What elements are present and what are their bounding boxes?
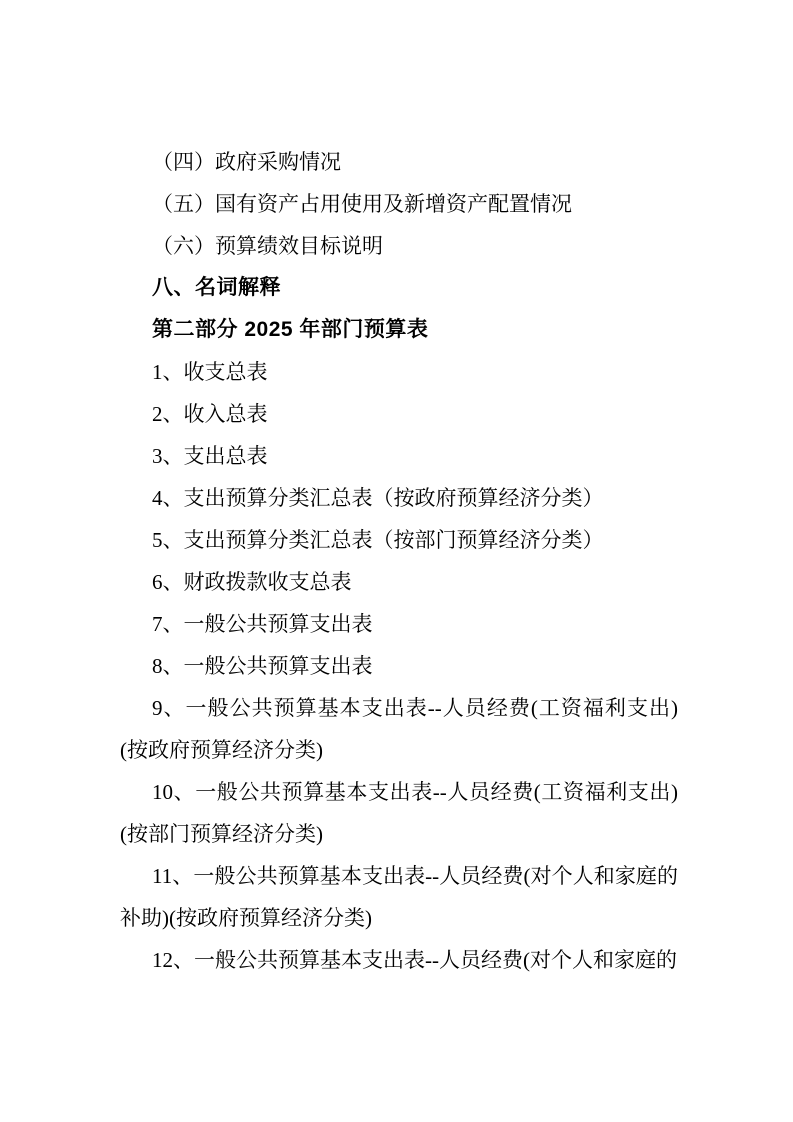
section-heading-glossary: 八、名词解释 <box>152 276 281 299</box>
toc-table-item-3: 3、支出总表 <box>152 444 268 468</box>
toc-table-item-10: 10、一般公共预算基本支出表--人员经费(工资福利支出)(按部门预算经济分类) <box>120 780 678 846</box>
toc-table-item-11: 11、一般公共预算基本支出表--人员经费(对个人和家庭的补助)(按政府预算经济分类) <box>120 864 678 930</box>
toc-intro-item-5: （五）国有资产占用使用及新增资产配置情况 <box>152 192 572 216</box>
toc-table-item-9: 9、一般公共预算基本支出表--人员经费(工资福利支出)(按政府预算经济分类) <box>120 696 678 762</box>
toc-table-item-5: 5、支出预算分类汇总表（按部门预算经济分类） <box>152 528 604 552</box>
toc-table-item-6: 6、财政拨款收支总表 <box>152 570 352 594</box>
toc-intro-item-4: （四）政府采购情况 <box>152 150 341 174</box>
toc-table-item-8: 8、一般公共预算支出表 <box>152 654 373 678</box>
part2-heading: 第二部分 2025 年部门预算表 <box>152 318 429 341</box>
toc-table-item-2: 2、收入总表 <box>152 402 268 426</box>
toc-table-item-7: 7、一般公共预算支出表 <box>152 612 373 636</box>
toc-table-item-1: 1、收支总表 <box>152 360 268 384</box>
toc-intro-item-6: （六）预算绩效目标说明 <box>152 234 383 258</box>
toc-table-item-4: 4、支出预算分类汇总表（按政府预算经济分类） <box>152 486 604 510</box>
toc-table-item-12: 12、一般公共预算基本支出表--人员经费(对个人和家庭的 <box>152 948 677 972</box>
